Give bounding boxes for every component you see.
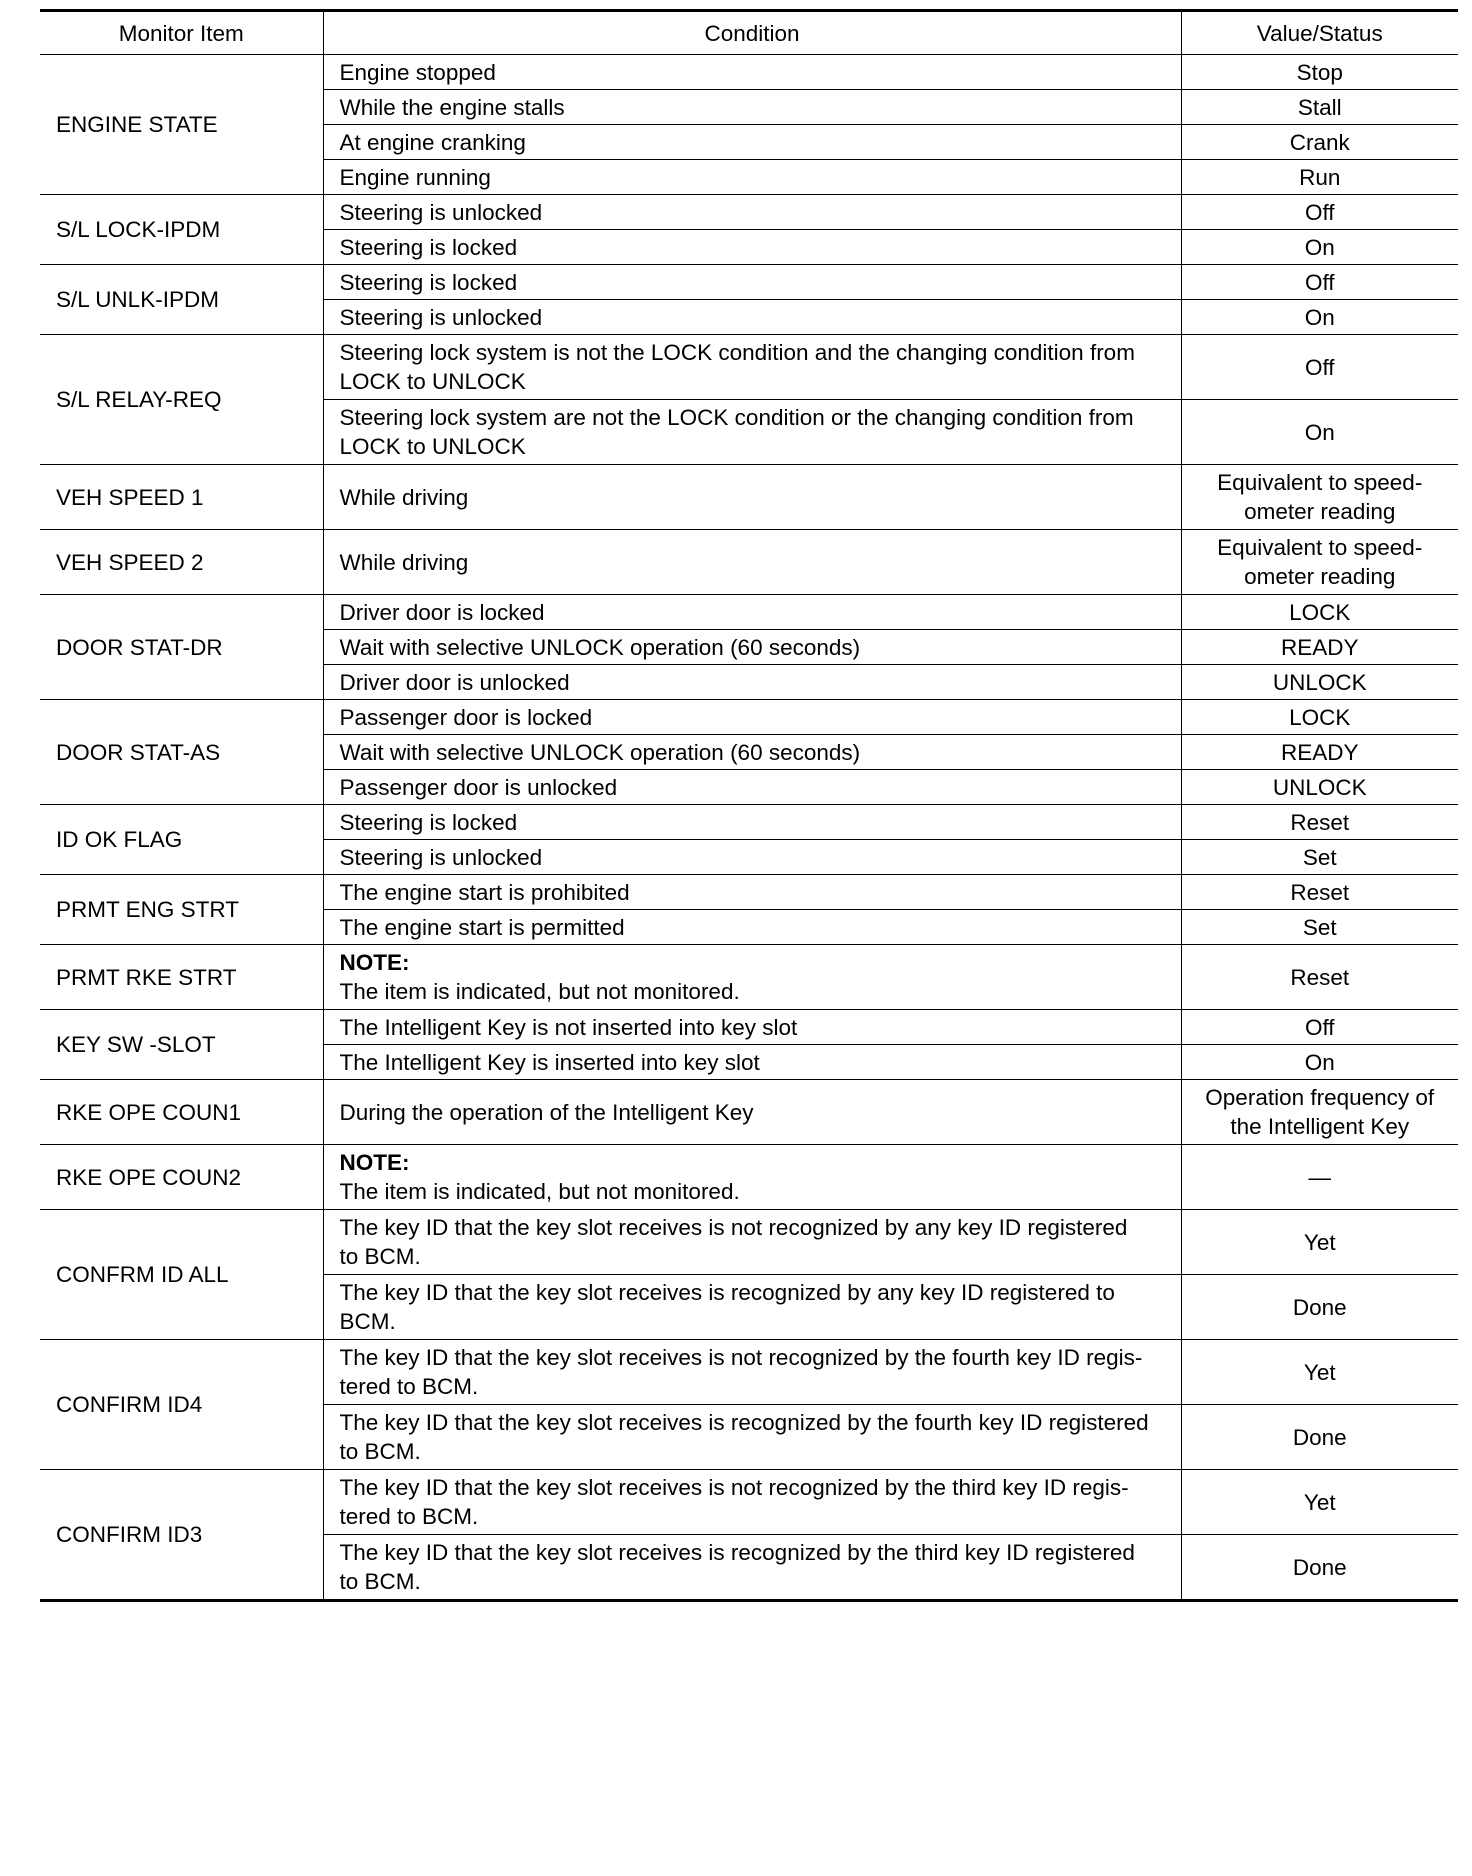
condition-line: The key ID that the key slot receives is not recognized by any key ID registered xyxy=(339,1215,1128,1240)
monitor-item-cell: CONFRM ID ALL xyxy=(40,1210,323,1340)
value-line: On xyxy=(1304,304,1335,330)
value-status-cell xyxy=(1181,805,1458,840)
condition-cell xyxy=(323,1405,1181,1470)
condition-line: Steering lock system are not the LOCK condition or the changing condition from xyxy=(339,405,1134,430)
condition-line: The engine start is prohibited xyxy=(339,879,630,905)
value-status-cell xyxy=(1181,1470,1458,1535)
condition-cell xyxy=(323,300,1181,335)
condition-cell xyxy=(323,595,1181,630)
condition-cell xyxy=(323,1470,1181,1535)
table-row xyxy=(40,55,1458,90)
condition-line: Wait with selective UNLOCK operation (60 seconds) xyxy=(339,634,861,660)
condition-cell xyxy=(323,230,1181,265)
value-status-cell xyxy=(1181,595,1458,630)
condition-cell xyxy=(323,195,1181,230)
condition-cell xyxy=(323,630,1181,665)
value-line: Reset xyxy=(1290,879,1350,905)
value-status-cell xyxy=(1181,700,1458,735)
condition-line: Engine stopped xyxy=(339,59,496,85)
value-line: Stall xyxy=(1297,94,1342,120)
value-line: Yet xyxy=(1303,1489,1336,1515)
condition-cell xyxy=(323,1535,1181,1601)
value-line: Set xyxy=(1302,844,1337,870)
condition-line: While the engine stalls xyxy=(339,94,565,120)
table-row xyxy=(40,700,1458,735)
value-line: Off xyxy=(1304,1014,1335,1040)
condition-cell xyxy=(323,910,1181,945)
value-line: READY xyxy=(1280,739,1359,765)
header-monitor-item: Monitor Item xyxy=(40,11,323,55)
value-status-cell xyxy=(1181,1010,1458,1045)
condition-cell xyxy=(323,700,1181,735)
condition-line: Steering is unlocked xyxy=(339,199,543,225)
value-line: Off xyxy=(1304,199,1335,225)
condition-line: Steering is unlocked xyxy=(339,304,543,330)
table-row xyxy=(40,1080,1458,1145)
monitor-item-table xyxy=(40,9,1458,1602)
monitor-item-cell: ID OK FLAG xyxy=(40,805,323,875)
monitor-item-cell: ENGINE STATE xyxy=(40,55,323,195)
table-row xyxy=(40,1340,1458,1405)
condition-line: During the operation of the Intelligent Key xyxy=(339,1099,754,1125)
value-line: LOCK xyxy=(1289,704,1351,730)
monitor-item-cell: PRMT RKE STRT xyxy=(40,945,323,1010)
table-row xyxy=(40,1145,1458,1210)
value-line: UNLOCK xyxy=(1272,669,1367,695)
condition-line: Passenger door is unlocked xyxy=(339,774,618,800)
condition-line: Steering lock system is not the LOCK condition and the changing condition from xyxy=(339,340,1135,365)
value-status-cell xyxy=(1181,770,1458,805)
condition-cell xyxy=(323,55,1181,90)
monitor-item-cell: KEY SW -SLOT xyxy=(40,1010,323,1080)
table-row xyxy=(40,335,1458,400)
value-line: ometer reading xyxy=(1244,499,1396,524)
condition-cell xyxy=(323,1010,1181,1045)
value-status-cell xyxy=(1181,1145,1458,1210)
value-line: Yet xyxy=(1303,1229,1336,1255)
condition-line: LOCK to UNLOCK xyxy=(339,369,526,394)
condition-cell xyxy=(323,875,1181,910)
condition-line: The engine start is permitted xyxy=(339,914,625,940)
value-line: Reset xyxy=(1290,964,1350,990)
table-row xyxy=(40,265,1458,300)
value-status-cell xyxy=(1181,630,1458,665)
condition-line: tered to BCM. xyxy=(339,1374,479,1399)
condition-cell xyxy=(323,465,1181,530)
value-status-cell xyxy=(1181,1275,1458,1340)
value-line: Equivalent to speed- xyxy=(1217,470,1423,495)
condition-line: to BCM. xyxy=(339,1244,421,1269)
condition-line: Steering is locked xyxy=(339,269,518,295)
value-line: Reset xyxy=(1290,809,1350,835)
value-status-cell xyxy=(1181,230,1458,265)
value-status-cell xyxy=(1181,665,1458,700)
condition-cell xyxy=(323,735,1181,770)
condition-cell xyxy=(323,1045,1181,1080)
table-row xyxy=(40,1470,1458,1535)
table-body xyxy=(40,55,1458,1601)
note-label: NOTE: xyxy=(339,1150,410,1175)
value-status-cell xyxy=(1181,840,1458,875)
table-row xyxy=(40,195,1458,230)
condition-cell xyxy=(323,335,1181,400)
value-status-cell xyxy=(1181,265,1458,300)
condition-cell xyxy=(323,1340,1181,1405)
value-line: Done xyxy=(1292,1554,1347,1580)
condition-cell xyxy=(323,840,1181,875)
value-line: On xyxy=(1304,419,1335,445)
condition-line: The key ID that the key slot receives is not recognized by the third key ID regis- xyxy=(339,1475,1129,1500)
monitor-item-cell: VEH SPEED 1 xyxy=(40,465,323,530)
value-line: UNLOCK xyxy=(1272,774,1367,800)
value-line: Done xyxy=(1292,1294,1347,1320)
condition-cell xyxy=(323,665,1181,700)
condition-line: to BCM. xyxy=(339,1439,421,1464)
value-status-cell xyxy=(1181,1210,1458,1275)
table-row xyxy=(40,1210,1458,1275)
table-row xyxy=(40,945,1458,1010)
condition-cell xyxy=(323,1080,1181,1145)
value-status-cell xyxy=(1181,400,1458,465)
condition-line: While driving xyxy=(339,549,469,575)
condition-cell xyxy=(323,1275,1181,1340)
condition-line: The Intelligent Key is inserted into key slot xyxy=(339,1049,760,1075)
value-status-cell xyxy=(1181,300,1458,335)
value-line: Operation frequency of xyxy=(1205,1085,1435,1110)
table-row xyxy=(40,530,1458,595)
table-row xyxy=(40,595,1458,630)
value-status-cell xyxy=(1181,90,1458,125)
value-status-cell xyxy=(1181,335,1458,400)
condition-cell xyxy=(323,770,1181,805)
value-status-cell xyxy=(1181,875,1458,910)
condition-cell xyxy=(323,1145,1181,1210)
condition-line: Wait with selective UNLOCK operation (60 seconds) xyxy=(339,739,861,765)
header-value-status: Value/Status xyxy=(1181,11,1458,55)
condition-line: Steering is locked xyxy=(339,234,518,260)
condition-line: The item is indicated, but not monitored. xyxy=(339,1179,740,1204)
condition-cell xyxy=(323,400,1181,465)
value-line: Set xyxy=(1302,914,1337,940)
value-status-cell xyxy=(1181,1340,1458,1405)
value-line: Yet xyxy=(1303,1359,1336,1385)
monitor-item-cell: DOOR STAT-DR xyxy=(40,595,323,700)
condition-line: The key ID that the key slot receives is recognized by the third key ID registered xyxy=(339,1540,1135,1565)
value-status-cell xyxy=(1181,1535,1458,1601)
value-status-cell xyxy=(1181,530,1458,595)
value-line: Equivalent to speed- xyxy=(1217,535,1423,560)
condition-cell xyxy=(323,945,1181,1010)
condition-line: Driver door is locked xyxy=(339,599,545,625)
monitor-item-cell: RKE OPE COUN1 xyxy=(40,1080,323,1145)
condition-line: At engine cranking xyxy=(339,129,526,155)
value-line: READY xyxy=(1280,634,1359,660)
header-row xyxy=(40,11,1458,55)
monitor-item-cell: VEH SPEED 2 xyxy=(40,530,323,595)
condition-line: Steering is locked xyxy=(339,809,518,835)
value-line: Stop xyxy=(1296,59,1343,85)
value-status-cell xyxy=(1181,1405,1458,1470)
value-status-cell xyxy=(1181,465,1458,530)
value-line: Done xyxy=(1292,1424,1347,1450)
table-row xyxy=(40,875,1458,910)
monitor-item-cell: CONFIRM ID3 xyxy=(40,1470,323,1601)
condition-cell xyxy=(323,125,1181,160)
value-line: Crank xyxy=(1289,129,1350,155)
condition-line: Passenger door is locked xyxy=(339,704,593,730)
note-label: NOTE: xyxy=(339,950,410,975)
monitor-item-cell: DOOR STAT-AS xyxy=(40,700,323,805)
value-line: On xyxy=(1304,1049,1335,1075)
header-condition: Condition xyxy=(323,11,1181,55)
condition-line: BCM. xyxy=(339,1309,396,1334)
value-line: On xyxy=(1304,234,1335,260)
condition-line: to BCM. xyxy=(339,1569,421,1594)
monitor-item-cell: RKE OPE COUN2 xyxy=(40,1145,323,1210)
value-status-cell xyxy=(1181,195,1458,230)
value-line: — xyxy=(1308,1164,1331,1190)
value-status-cell xyxy=(1181,945,1458,1010)
condition-line: The Intelligent Key is not inserted into key slot xyxy=(339,1014,798,1040)
condition-line: Steering is unlocked xyxy=(339,844,543,870)
condition-line: While driving xyxy=(339,484,469,510)
condition-cell xyxy=(323,90,1181,125)
condition-line: The item is indicated, but not monitored. xyxy=(339,979,740,1004)
value-line: the Intelligent Key xyxy=(1230,1114,1410,1139)
condition-cell xyxy=(323,1210,1181,1275)
value-status-cell xyxy=(1181,160,1458,195)
value-status-cell xyxy=(1181,1045,1458,1080)
table-row xyxy=(40,465,1458,530)
value-status-cell xyxy=(1181,1080,1458,1145)
value-line: Off xyxy=(1304,269,1335,295)
condition-line: Engine running xyxy=(339,164,491,190)
monitor-item-cell: S/L UNLK-IPDM xyxy=(40,265,323,335)
condition-line: The key ID that the key slot receives is recognized by any key ID registered to xyxy=(339,1280,1115,1305)
monitor-item-cell: S/L LOCK-IPDM xyxy=(40,195,323,265)
value-line: LOCK xyxy=(1289,599,1351,625)
condition-line: LOCK to UNLOCK xyxy=(339,434,526,459)
value-line: Run xyxy=(1299,164,1341,190)
monitor-item-cell: CONFIRM ID4 xyxy=(40,1340,323,1470)
condition-cell xyxy=(323,160,1181,195)
table-row xyxy=(40,805,1458,840)
condition-cell xyxy=(323,805,1181,840)
value-status-cell xyxy=(1181,55,1458,90)
condition-line: Driver door is unlocked xyxy=(339,669,570,695)
value-status-cell xyxy=(1181,735,1458,770)
condition-line: The key ID that the key slot receives is not recognized by the fourth key ID regis- xyxy=(339,1345,1143,1370)
value-status-cell xyxy=(1181,125,1458,160)
value-line: ometer reading xyxy=(1244,564,1396,589)
value-status-cell xyxy=(1181,910,1458,945)
condition-line: The key ID that the key slot receives is recognized by the fourth key ID registered xyxy=(339,1410,1149,1435)
value-line: Off xyxy=(1304,354,1335,380)
condition-line: tered to BCM. xyxy=(339,1504,479,1529)
monitor-item-cell: S/L RELAY-REQ xyxy=(40,335,323,465)
condition-cell xyxy=(323,530,1181,595)
condition-cell xyxy=(323,265,1181,300)
table-row xyxy=(40,1010,1458,1045)
monitor-item-cell: PRMT ENG STRT xyxy=(40,875,323,945)
